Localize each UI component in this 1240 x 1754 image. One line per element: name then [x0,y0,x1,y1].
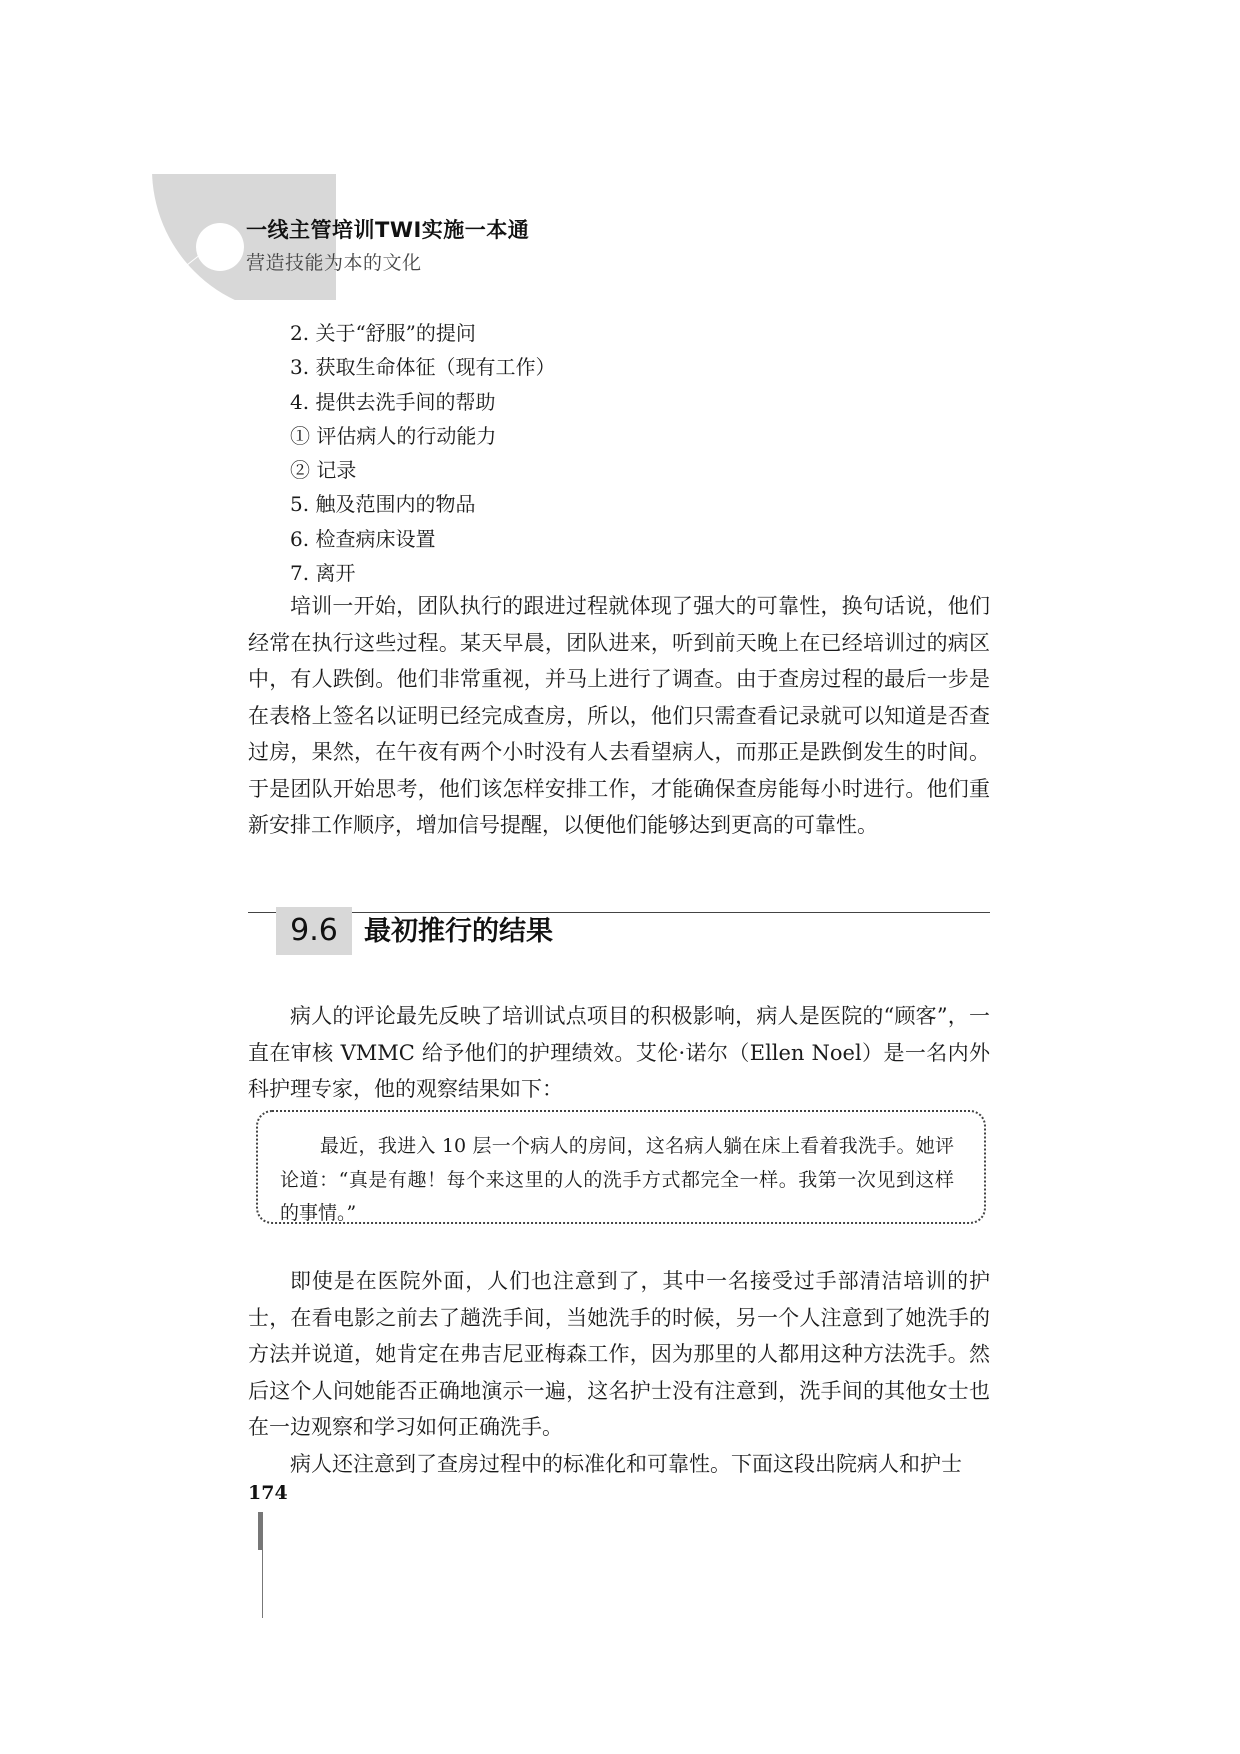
body-paragraph-3: 即使是在医院外面，人们也注意到了，其中一名接受过手部清洁培训的护士，在看电影之前去了趟洗手间，当她洗手的时候，另一个人注意到了她洗手的方法并说道，她肯定在弗吉尼亚梅森工作，因为那里的人都用这种方法洗手。然后这个人问她能否正确地演示一遍，这名护士没有注意到，洗手间的其他女士也在一边观察和学习如何正确洗手。 病人还注意到了查房过程中的标准化和可靠性。下面这段出院病人和护士 [248,1263,990,1482]
list-item: 2. 关于“舒服”的提问 [290,321,476,345]
list-item: ① 评估病人的行动能力 [290,423,497,448]
section-title: 最初推行的结果 [364,916,553,947]
list-item: 5. 触及范围内的物品 [290,492,476,517]
list-item: 7. 离开 [290,561,356,586]
header-circle-small [196,223,244,271]
body-paragraph-4: 病人还注意到了查房过程中的标准化和可靠性。下面这段出院病人和护士 [290,1451,962,1476]
running-header-subtitle: 营造技能为本的文化 [246,252,422,274]
footer-line [262,1512,263,1618]
body-paragraph-2: 病人的评论最先反映了培训试点项目的积极影响，病人是医院的“顾客”，一直在审核 VMMC 给予他们的护理绩效。艾伦·诺尔（Ellen Noel）是一名内外科护理专家，他的观察结果如下： [248,1004,990,1101]
list-item: 6. 检查病床设置 [290,526,436,551]
section-rule [248,912,990,913]
section-number: 9.6 [276,907,352,955]
quote-text: 最近，我进入 10 层一个病人的房间，这名病人躺在床上看着我洗手。她评论道：“真是有趣！每个来这里的人的洗手方式都完全一样。我第一次见到这样的事情。” [280,1135,954,1224]
list-item: ② 记录 [290,458,357,483]
running-header-title: 一线主管培训TWI实施一本通 [246,218,530,242]
body-paragraph-1: 培训一开始，团队执行的跟进过程就体现了强大的可靠性，换句话说，他们经常在执行这些过程。某天早晨，团队进来，听到前天晚上在已经培训过的病区中，有人跌倒。他们非常重视，并马上进行了调查。由于查房过程的最后一步是在表格上签名以证明已经完成查房，所以，他们只需查看记录就可以知道是否查过房，果然，在午夜有两个小时没有人去看望病人，而那正是跌倒发生的时间。于是团队开始思考，他们该怎样安排工作，才能确保查房能每小时进行。他们重新安排工作顺序，增加信号提醒，以便他们能够达到更高的可靠性。 [248,594,990,837]
page-number: 174 [248,1482,288,1504]
list-item: 4. 提供去洗手间的帮助 [290,389,496,414]
list-item: 3. 获取生命体征（现有工作） [290,355,556,380]
step-list [290,316,555,590]
quote-box [256,1110,986,1224]
